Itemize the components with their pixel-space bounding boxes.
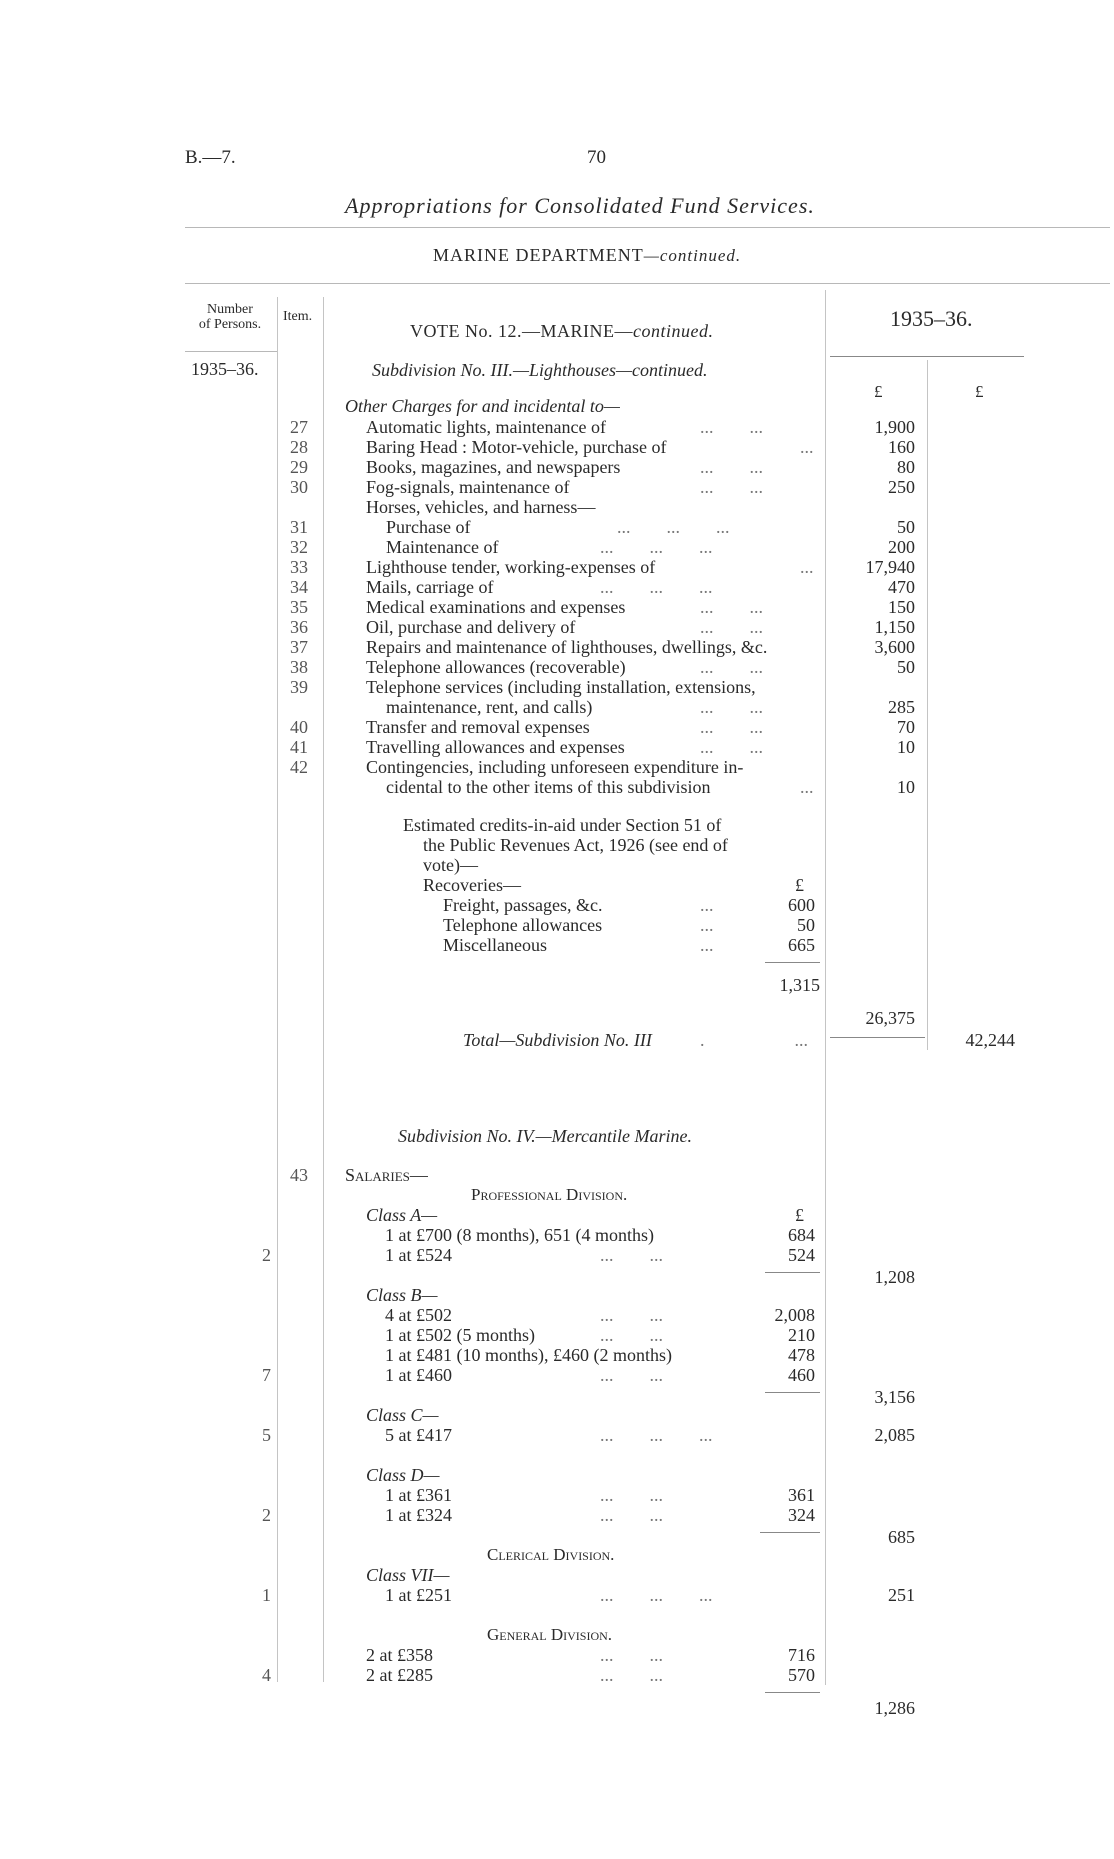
leader-dots: ... <box>800 437 814 457</box>
charge-amount: 470 <box>888 577 915 597</box>
charge-label: Automatic lights, maintenance of <box>366 417 606 437</box>
clerical-division-heading: Clerical Division. <box>487 1545 615 1564</box>
general-division-total: 1,286 <box>874 1698 915 1718</box>
item-number: 30 <box>290 477 308 497</box>
persons-count: 4 <box>262 1665 271 1685</box>
class-vii-total: 251 <box>888 1585 915 1605</box>
charge-amount: 50 <box>897 657 915 677</box>
salary-amount: 478 <box>788 1345 815 1365</box>
leader-dots: ... ... ... <box>600 1585 713 1605</box>
title-rule <box>185 227 1110 228</box>
leader-dots: ... <box>700 895 714 915</box>
salary-amount: 2,008 <box>774 1305 815 1325</box>
charge-amount: 285 <box>888 697 915 717</box>
recovery-label: Telephone allowances <box>443 915 603 935</box>
leader-dots: ... ... <box>600 1305 663 1325</box>
leader-dots: ... <box>700 915 714 935</box>
charge-amount: 160 <box>888 437 915 457</box>
salary-line: 5 at £417 <box>385 1425 452 1445</box>
class-d-sum-rule <box>760 1532 820 1533</box>
page-ref: B.—7. <box>185 147 236 168</box>
item-number: 35 <box>290 597 308 617</box>
salary-line: 2 at £285 <box>366 1665 433 1685</box>
leader-dots: ... ... <box>600 1245 663 1265</box>
department-title <box>433 245 741 266</box>
charge-label: Fog-signals, maintenance of <box>366 477 570 497</box>
general-sum-rule <box>765 1692 820 1693</box>
item-number: 42 <box>290 757 308 777</box>
col-header-persons-line1: Number <box>207 302 253 317</box>
item-number: 38 <box>290 657 308 677</box>
currency-header-1: £ <box>874 382 883 401</box>
recovery-amount: 50 <box>797 915 815 935</box>
page-title: Appropriations for Consolidated Fund Services. <box>345 193 815 218</box>
persons-column-rule <box>277 297 278 1682</box>
charge-label: Transfer and removal expenses <box>366 717 590 737</box>
col-header-year: 1935–36. <box>890 306 973 331</box>
credits-line2: the Public Revenues Act, 1926 (see end of <box>423 835 728 855</box>
item-number: 27 <box>290 417 308 437</box>
charge-amount: 10 <box>897 777 915 797</box>
vote-title <box>410 321 713 342</box>
class-vii-label: Class VII— <box>366 1565 450 1585</box>
credits-line1: Estimated credits-in-aid under Section 51 of <box>403 815 722 835</box>
item-number: 37 <box>290 637 308 657</box>
charge-label: Travelling allowances and expenses <box>366 737 625 757</box>
item-number: 34 <box>290 577 308 597</box>
leader-dots: ... ... ... <box>600 577 713 597</box>
leader-dots: ... ... <box>700 697 763 717</box>
leader-dots: ... <box>800 777 814 797</box>
credits-line3: vote)— <box>423 855 478 875</box>
subdivision-iii-total-label: Total—Subdivision No. III <box>463 1030 652 1050</box>
leader-dots: ... <box>800 557 814 577</box>
charge-label: Mails, carriage of <box>366 577 494 597</box>
salary-line: 1 at £524 <box>385 1245 452 1265</box>
salary-amount: 716 <box>788 1645 815 1665</box>
salary-line: 1 at £481 (10 months), £460 (2 months) <box>385 1345 672 1365</box>
charge-amount: 70 <box>897 717 915 737</box>
leader-dots: ... ... <box>700 617 763 637</box>
department-rule <box>185 283 1110 284</box>
subdivision-iii-title: Subdivision No. III.—Lighthouses—continued. <box>372 360 708 380</box>
charge-label: Purchase of <box>386 517 471 537</box>
credits-currency: £ <box>795 875 804 895</box>
salary-line: 4 at £502 <box>385 1305 452 1325</box>
salary-line: 1 at £324 <box>385 1505 452 1525</box>
vote-title-main: VOTE No. 12.—MARINE— <box>410 321 633 341</box>
item-number: 28 <box>290 437 308 457</box>
leader-dots: ... ... <box>700 597 763 617</box>
leader-dots: ... ... ... <box>600 1425 713 1445</box>
charge-label: Repairs and maintenance of lighthouses, dwellings, &c. <box>366 637 768 657</box>
class-b-total: 3,156 <box>874 1387 915 1407</box>
other-charges-heading: Other Charges for and incidental to— <box>345 396 620 416</box>
horses-heading: Horses, vehicles, and harness— <box>366 497 596 517</box>
item-number: 41 <box>290 737 308 757</box>
recoveries-heading: Recoveries— <box>423 875 521 895</box>
charge-label: Medical examinations and expenses <box>366 597 626 617</box>
leader-dots: ... ... <box>600 1505 663 1525</box>
col-header-year-left: 1935–36. <box>191 359 259 379</box>
charge-label: Lighthouse tender, working-expenses of <box>366 557 656 577</box>
persons-count: 7 <box>262 1365 271 1385</box>
leader-dots: ... ... <box>700 657 763 677</box>
class-a-label: Class A— <box>366 1205 438 1225</box>
salary-amount: 460 <box>788 1365 815 1385</box>
charge-amount: 1,150 <box>874 617 915 637</box>
leader-dots: ... ... ... <box>617 517 730 537</box>
recovery-amount: 600 <box>788 895 815 915</box>
credits-total: 1,315 <box>779 975 820 995</box>
leader-dots: ... ... <box>600 1325 663 1345</box>
class-a-currency: £ <box>795 1205 804 1225</box>
salaries-heading: Salaries— <box>345 1165 428 1185</box>
class-c-label: Class C— <box>366 1405 439 1425</box>
col-header-item: Item. <box>283 309 313 324</box>
salary-line: 1 at £460 <box>385 1365 452 1385</box>
vote-title-suffix: continued. <box>633 321 714 341</box>
salary-amount: 210 <box>788 1325 815 1345</box>
charge-label-continued: cidental to the other items of this subdivision <box>386 777 711 797</box>
item-number: 31 <box>290 517 308 537</box>
class-d-total: 685 <box>888 1527 915 1547</box>
class-c-total: 2,085 <box>874 1425 915 1445</box>
salary-line: 1 at £251 <box>385 1585 452 1605</box>
charge-label: Contingencies, including unforeseen expenditure in- <box>366 757 744 777</box>
charge-amount: 80 <box>897 457 915 477</box>
salary-line: 2 at £358 <box>366 1645 433 1665</box>
charge-amount: 1,900 <box>874 417 915 437</box>
leader-dots: ... ... <box>600 1365 663 1385</box>
persons-count: 2 <box>262 1245 271 1265</box>
item-number: 43 <box>290 1165 308 1185</box>
subdivision-iii-total: 42,244 <box>965 1030 1015 1050</box>
salary-amount: 524 <box>788 1245 815 1265</box>
charge-amount: 10 <box>897 737 915 757</box>
general-division-heading: General Division. <box>487 1625 613 1644</box>
page-number: 70 <box>587 147 606 168</box>
item-number: 36 <box>290 617 308 637</box>
item-number: 39 <box>290 677 308 697</box>
col-header-persons-line2: of Persons. <box>198 317 262 332</box>
leader-dots: ... ... ... <box>600 537 713 557</box>
subtotal-rule <box>830 1037 925 1038</box>
col-header-persons <box>185 302 275 332</box>
leader-dots: ... ... <box>600 1645 663 1665</box>
leader-dots: . ... <box>700 1030 808 1050</box>
leader-dots: ... ... <box>700 457 763 477</box>
charge-amount: 250 <box>888 477 915 497</box>
persons-count: 5 <box>262 1425 271 1445</box>
charge-amount: 17,940 <box>865 557 915 577</box>
col-header-rule-right <box>830 356 1024 357</box>
department-suffix: —continued. <box>643 246 742 265</box>
department-name: MARINE DEPARTMENT <box>433 245 644 265</box>
salary-amount: 684 <box>788 1225 815 1245</box>
persons-count: 2 <box>262 1505 271 1525</box>
leader-dots: ... ... <box>700 477 763 497</box>
persons-count: 1 <box>262 1585 271 1605</box>
col-header-rule-left <box>185 351 277 352</box>
recovery-label: Freight, passages, &c. <box>443 895 603 915</box>
currency-header-2: £ <box>975 382 984 401</box>
subdivision-iii-subtotal: 26,375 <box>865 1008 915 1028</box>
subdivision-iv-title: Subdivision No. IV.—Mercantile Marine. <box>398 1126 692 1146</box>
charge-label: Baring Head : Motor-vehicle, purchase of <box>366 437 667 457</box>
recovery-amount: 665 <box>788 935 815 955</box>
item-column-rule <box>323 297 324 1682</box>
charge-label: Telephone services (including installation, extensions, <box>366 677 756 697</box>
charge-label: Maintenance of <box>386 537 499 557</box>
charge-amount: 200 <box>888 537 915 557</box>
salary-line: 1 at £361 <box>385 1485 452 1505</box>
credits-sum-rule <box>765 962 820 963</box>
class-a-total: 1,208 <box>874 1267 915 1287</box>
leader-dots: ... <box>700 935 714 955</box>
recovery-label: Miscellaneous <box>443 935 547 955</box>
leader-dots: ... ... <box>700 737 763 757</box>
charge-amount: 50 <box>897 517 915 537</box>
item-number: 40 <box>290 717 308 737</box>
salary-amount: 361 <box>788 1485 815 1505</box>
charge-amount: 3,600 <box>874 637 915 657</box>
class-b-sum-rule <box>765 1392 820 1393</box>
class-b-label: Class B— <box>366 1285 438 1305</box>
salary-line: 1 at £700 (8 months), 651 (4 months) <box>385 1225 654 1245</box>
charge-label: Telephone allowances (recoverable) <box>366 657 626 677</box>
salary-amount: 570 <box>788 1665 815 1685</box>
charge-label: Books, magazines, and newspapers <box>366 457 621 477</box>
item-number: 33 <box>290 557 308 577</box>
leader-dots: ... ... <box>700 417 763 437</box>
total-column-rule <box>927 360 928 1050</box>
class-a-sum-rule <box>765 1272 820 1273</box>
item-number: 29 <box>290 457 308 477</box>
charge-label: Oil, purchase and delivery of <box>366 617 576 637</box>
professional-division-heading: Professional Division. <box>471 1185 628 1204</box>
item-number: 32 <box>290 537 308 557</box>
amount-column-rule <box>825 290 826 1685</box>
salary-line: 1 at £502 (5 months) <box>385 1325 535 1345</box>
leader-dots: ... ... <box>700 717 763 737</box>
salary-amount: 324 <box>788 1505 815 1525</box>
charge-label-continued: maintenance, rent, and calls) <box>386 697 593 717</box>
leader-dots: ... ... <box>600 1485 663 1505</box>
class-d-label: Class D— <box>366 1465 440 1485</box>
charge-amount: 150 <box>888 597 915 617</box>
leader-dots: ... ... <box>600 1665 663 1685</box>
